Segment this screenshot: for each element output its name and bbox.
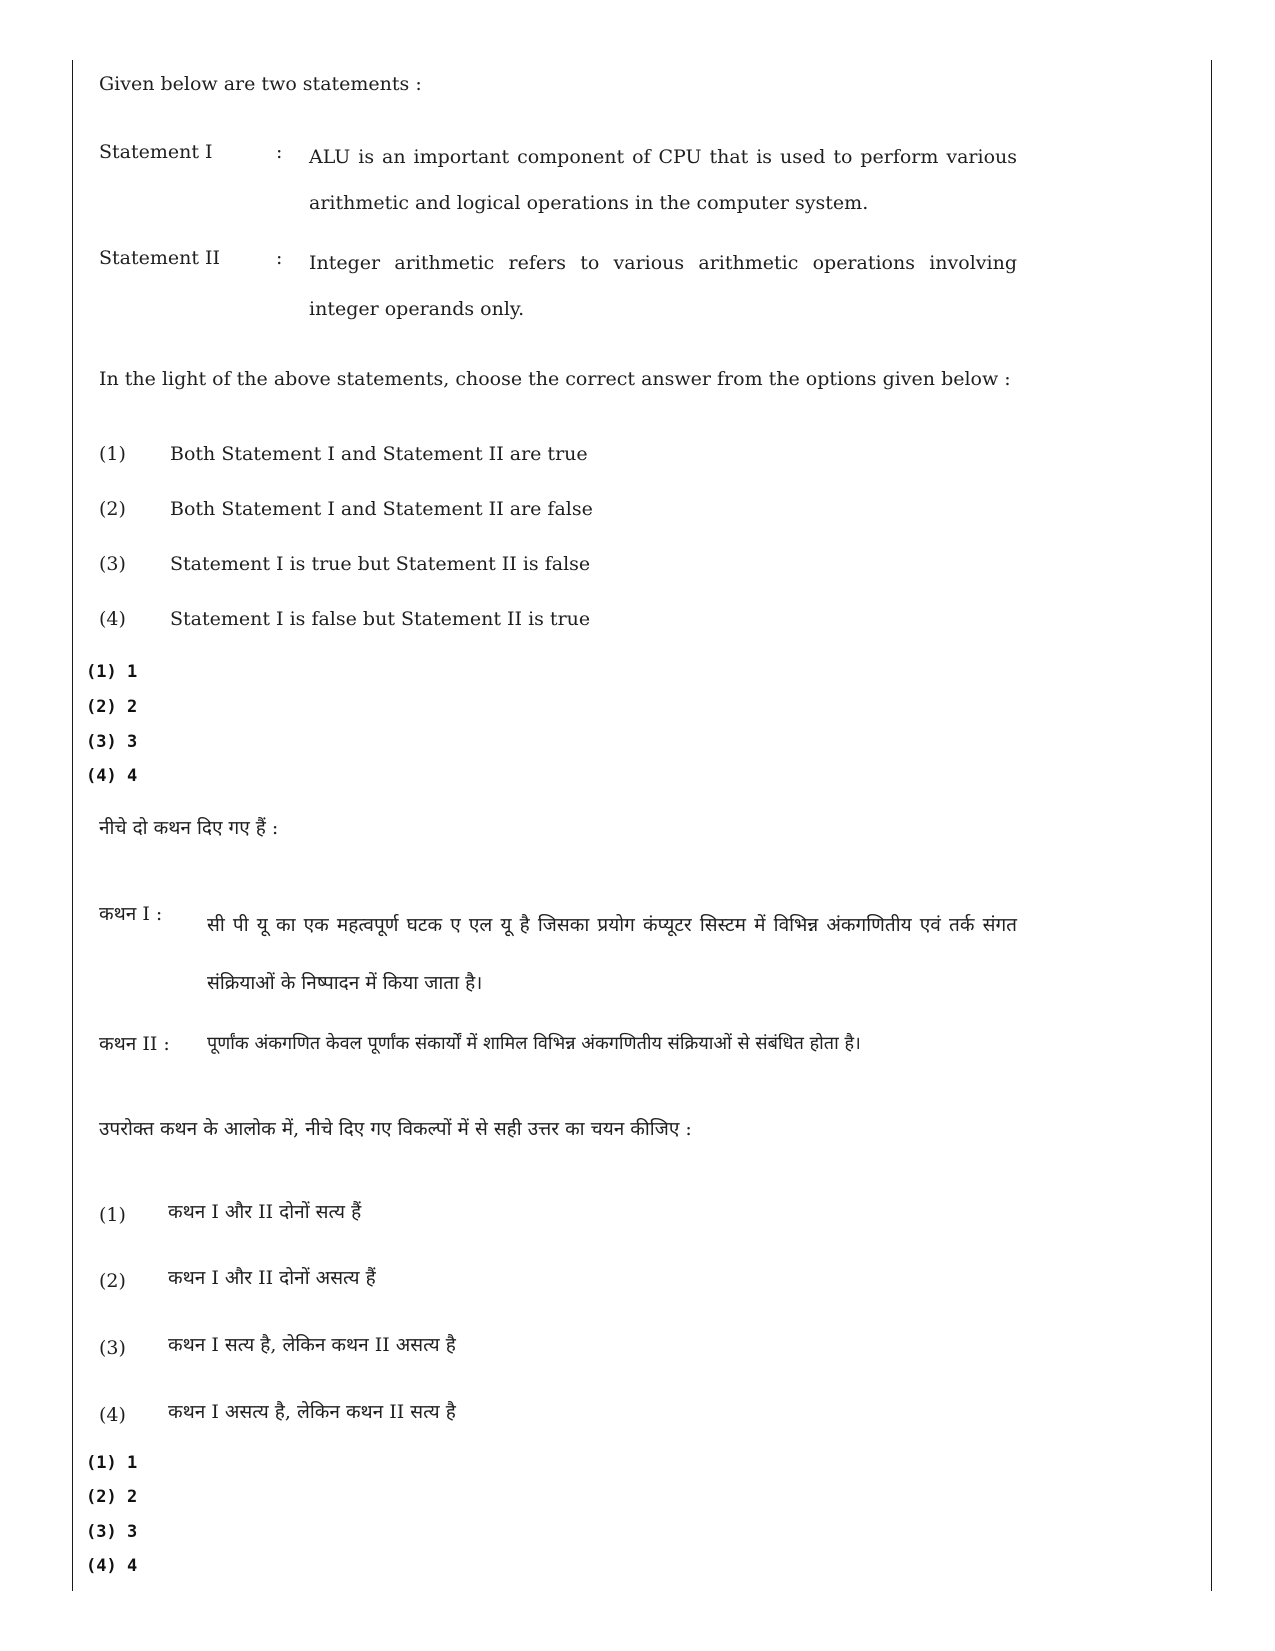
- hindi-option-text: कथन I और II दोनों असत्य हैं: [168, 1267, 376, 1289]
- english-intro: Given below are two statements :: [99, 73, 422, 95]
- hindi-answer-choice: (2) 2: [86, 1487, 138, 1507]
- english-answer-choice: (4) 4: [86, 766, 138, 786]
- hindi-option-text: कथन I सत्य है, लेकिन कथन II असत्य है: [168, 1334, 456, 1356]
- hindi-answer-choice: (1) 1: [86, 1453, 138, 1473]
- hindi-intro: नीचे दो कथन दिए गए हैं :: [99, 817, 279, 839]
- english-prompt: In the light of the above statements, choose the correct answer from the options given below :: [99, 368, 1011, 390]
- english-answer-choice: (2) 2: [86, 697, 138, 717]
- hindi-answer-choice: (3) 3: [86, 1522, 138, 1542]
- english-statement1-colon: :: [276, 141, 283, 163]
- hindi-statement2-text: पूर्णांक अंकगणित केवल पूर्णांक संकार्यों में शामिल विभिन्न अंकगणितीय संक्रियाओं से संबंधित होता है।: [207, 1033, 861, 1054]
- english-answer-choice: (1) 1: [86, 662, 138, 682]
- hindi-option-text: कथन I और II दोनों सत्य हैं: [168, 1201, 362, 1223]
- hindi-statement1-label: कथन I :: [99, 903, 163, 925]
- hindi-statement1-text: सी पी यू का एक महत्वपूर्ण घटक ए एल यू है जिसका प्रयोग कंप्यूटर सिस्टम में विभिन्न अंकगणितीय एवं तर्क संगत संक्रियाओं के निष्पादन में किया जाता है।: [207, 914, 1017, 994]
- english-option-number: (2): [99, 498, 126, 520]
- english-option-text: Statement I is false but Statement II is true: [170, 608, 591, 630]
- right-margin-rule: [1211, 60, 1212, 1591]
- english-option-number: (1): [99, 443, 126, 465]
- hindi-answer-choice: (4) 4: [86, 1556, 138, 1576]
- english-option-text: Both Statement I and Statement II are false: [170, 498, 593, 520]
- english-statement2-colon: :: [276, 247, 283, 269]
- hindi-option-number: (4): [99, 1404, 126, 1426]
- english-statement1-label: Statement I: [99, 141, 213, 163]
- english-option-text: Statement I is true but Statement II is false: [170, 553, 591, 575]
- hindi-statement2-label: कथन II :: [99, 1033, 170, 1055]
- english-statement1-text: ALU is an important component of CPU that is used to perform various arithmetic and logical operations in the computer system.: [309, 146, 1017, 214]
- english-option-text: Both Statement I and Statement II are true: [170, 443, 588, 465]
- english-statement2-label: Statement II: [99, 247, 221, 269]
- hindi-option-number: (1): [99, 1204, 126, 1226]
- hindi-option-number: (3): [99, 1337, 126, 1359]
- english-option-number: (4): [99, 608, 126, 630]
- hindi-prompt: उपरोक्त कथन के आलोक में, नीचे दिए गए विकल्पों में से सही उत्तर का चयन कीजिए :: [99, 1118, 692, 1140]
- english-statement2-text: Integer arithmetic refers to various arithmetic operations involving integer operands only.: [309, 252, 1017, 320]
- hindi-option-number: (2): [99, 1270, 126, 1292]
- english-option-number: (3): [99, 553, 126, 575]
- hindi-option-text: कथन I असत्य है, लेकिन कथन II सत्य है: [168, 1401, 456, 1423]
- left-margin-rule: [72, 60, 73, 1591]
- english-answer-choice: (3) 3: [86, 732, 138, 752]
